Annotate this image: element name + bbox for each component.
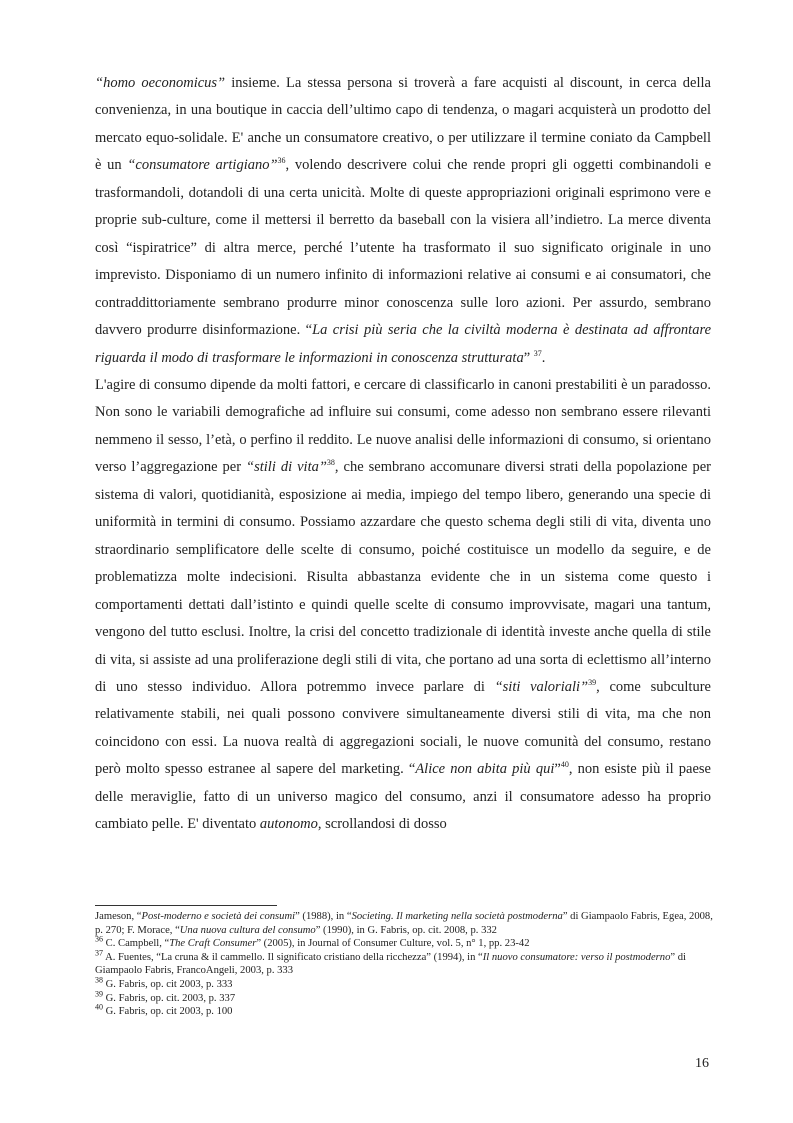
note-text: G. Fabris, op. cit. 2003, p. 337	[103, 992, 236, 1004]
text-run: , volendo descrivere colui che rende propri gli oggetti combinandoli e trasformandoli, dotandoli di una certa unicità. Molte di queste appropriazioni originali esprimono vere e proprie sub-culture, come il mettersi il berretto da baseball con la visiera all’indietro. La merce diventa così “ispiratrice” di altra merce, perché l’utente ha trasformato il suo significato originale in uno imprevisto. Disponiamo di un numero infinito di informazioni relative ai consumi e ai consumatori, che contraddittoriamente sembrano produrre minor conoscenza sulle loro azioni. Per assurdo, sembrano davvero produrre disinformazione. “	[95, 157, 712, 339]
text-run: ”	[523, 349, 534, 366]
footnote-39	[95, 989, 715, 1006]
footnote-40	[95, 1002, 715, 1019]
text-run: ”	[554, 761, 561, 778]
note-text: C. Campbell, “	[103, 938, 170, 950]
footnote-ref-37: 37	[533, 348, 542, 358]
body-text	[95, 70, 711, 839]
text-run: , non esiste più il paese delle meraviglie, fatto di un universo magico del consumo, anzi il consumatore adesso ha proprio cambiato pelle. E' diventato	[95, 761, 711, 833]
text-run: insieme. La stessa persona si troverà a fare acquisti al discount, in cerca della convenienza, in una boutique in caccia dell’ultimo capo di tendenza, o magari acquisterà un prodotto del mercato equo-solidale. E' anche un consumatore creativo, o per utilizzare il termine coniato da Campbell è un	[95, 75, 711, 174]
footnote-ref-38: 38	[326, 458, 335, 468]
note-title: Post-moderno e società dei consumi	[141, 911, 296, 922]
note-text: Jameson, “	[95, 911, 142, 922]
note-text: ” di Giampaolo Fabris, FrancoAngeli, 2003, p. 333	[95, 951, 686, 977]
text-run: , come subculture relativamente stabili, nei quali possono convivere simultaneamente diversi stili di vita, ma che non coincidono con essi. La nuova realtà di aggregazioni sociali, le nuove comunità del consumo, restano però molto spesso estranee al sapere del marketing. “	[95, 678, 711, 778]
note-title: Societing. Il marketing nella società postmoderna	[351, 911, 563, 922]
footnote-number: 38	[95, 975, 103, 985]
italic-text: “siti valoriali”	[494, 678, 589, 695]
note-text: ” (1988), in “	[295, 911, 352, 922]
paragraph-1	[95, 70, 711, 372]
note-text: G. Fabris, op. cit 2003, p. 100	[103, 1006, 233, 1018]
footnote-continuation	[95, 910, 715, 937]
italic-text: autonomo	[259, 816, 318, 833]
footnote-38	[95, 975, 715, 992]
footnote-ref-39: 39	[588, 678, 597, 688]
footnote-number: 40	[95, 1002, 103, 1012]
text-run: , scrollandosi di dosso	[317, 816, 447, 833]
note-text: ” (1990), in G. Fabris, op. cit. 2008, p. 332	[315, 924, 497, 936]
text-run: .	[541, 349, 546, 366]
paragraph-2	[95, 372, 711, 839]
note-text: ” di Giampaolo Fabris, Egea, 2008, p. 270; F. Morace, “	[95, 911, 713, 936]
footnote-36	[95, 934, 715, 951]
italic-text: “stili di vita”	[246, 459, 327, 476]
italic-quote: La crisi più seria che la civiltà moderna è destinata ad affrontare riguarda il modo di trasformare le informazioni in conoscenza strutturata	[95, 322, 712, 366]
note-title: The Craft Consumer	[169, 938, 257, 950]
text-run: L'agire di consumo dipende da molti fattori, e cercare di classificarlo in canoni prestabiliti è un paradosso. Non sono le variabili demografiche ad influire sui consumi, come adesso non sembrano essere rilevanti nemmeno il sesso, l’età, o perfino il reddito. Le nuove analisi delle informazioni di consumo, si orientano verso l’aggregazione per	[95, 376, 711, 476]
footnote-number: 39	[95, 989, 103, 999]
footnote-37	[95, 948, 715, 978]
italic-text: “homo oeconomicus”	[95, 75, 226, 91]
footnote-separator	[95, 905, 277, 906]
italic-text: “consumatore artigiano”	[127, 157, 278, 174]
footnote-ref-36: 36	[277, 156, 286, 166]
note-title: Una nuova cultura del consumo	[179, 924, 316, 936]
footnote-number: 36	[95, 934, 103, 944]
footnote-number: 37	[95, 948, 103, 958]
italic-text: Alice non abita più qui	[415, 761, 555, 778]
note-text: ” (2005), in Journal of Consumer Culture, vol. 5, n° 1, pp. 23-42	[256, 938, 530, 950]
footnote-ref-40: 40	[560, 760, 569, 770]
footnotes	[95, 910, 715, 1019]
note-text: A. Fuentes, “La cruna & il cammello. Il significato cristiano della ricchezza” (1994), in “	[103, 951, 483, 963]
note-text: G. Fabris, op. cit 2003, p. 333	[103, 978, 233, 990]
note-title: Il nuovo consumatore: verso il postmoderno	[482, 951, 671, 963]
page-number: 16	[695, 1056, 709, 1071]
text-run: , che sembrano accomunare diversi strati della popolazione per sistema di valori, quotidianità, esposizione ai media, impiego del tempo libero, generando una specie di uniformità in termini di consumo. Possiamo azzardare che questo schema degli stili di vita, diventa uno straordinario semplificatore delle scelte di consumo, poiché costituisce un modello da seguire, e de problematizza molte indecisioni. Risulta abbastanza evidente che in un sistema come questo i comportamenti dettati dall’istinto e quindi quelle scelte di consumo improvvisate, magari una tantum, vengono del tutto esclusi. Inoltre, la crisi del concetto tradizionale di identità investe anche quella di stile di vita, si assiste ad una proliferazione degli stili di vita, che portano ad una sorta di eclettismo all’interno di uno stesso individuo. Allora potremmo invece parlare di	[95, 459, 711, 695]
